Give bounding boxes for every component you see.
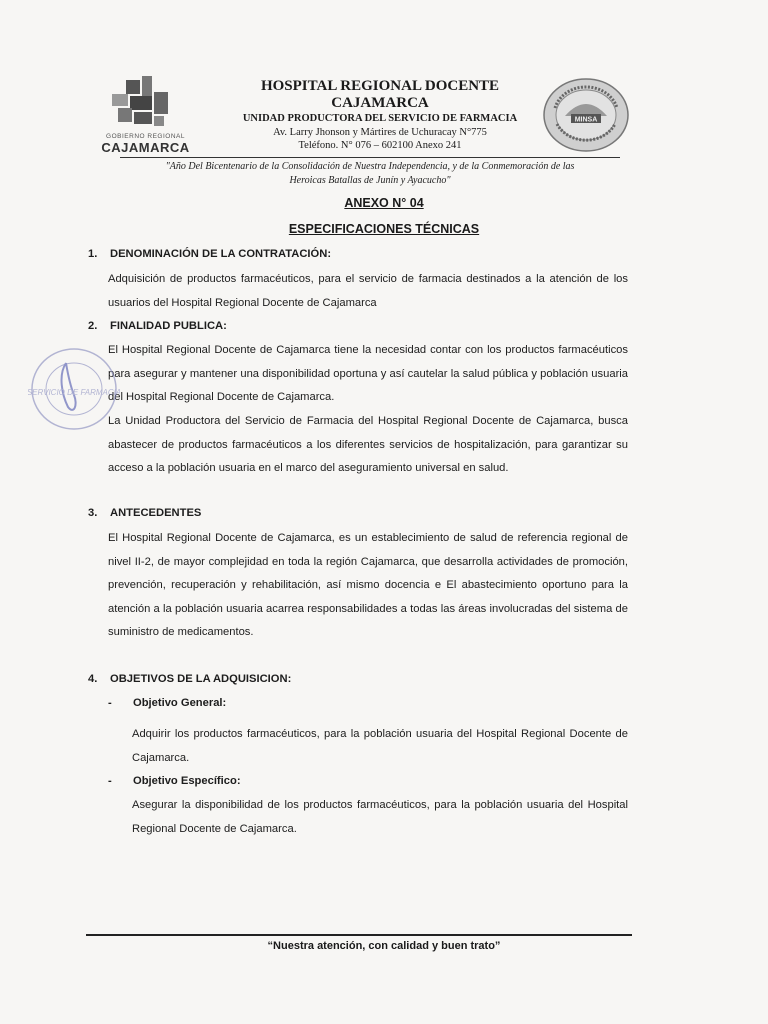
- section-heading: DENOMINACIÓN DE LA CONTRATACIÓN:: [110, 248, 332, 260]
- hospital-name-line1: HOSPITAL REGIONAL DOCENTE: [260, 78, 500, 94]
- section-number: 3.: [88, 507, 98, 519]
- section-number: 2.: [88, 320, 98, 332]
- header-divider: [120, 157, 620, 158]
- section-3-title: [88, 507, 201, 519]
- section-heading: OBJETIVOS DE LA ADQUISICION:: [110, 673, 292, 685]
- objective-label-text: Objetivo Específico:: [133, 775, 241, 787]
- logo-caption-small: GOBIERNO REGIONAL: [106, 133, 185, 140]
- footer-divider: [86, 934, 632, 936]
- objective-specific-label: - Objetivo Específico:: [108, 775, 241, 787]
- address: Av. Larry Jhonson y Mártires de Uchuracay N°775: [273, 127, 487, 138]
- letterhead: [210, 78, 550, 152]
- motto-line1: "Año Del Bicentenario de la Consolidación de Nuestra Independencia, y de la Conmemoración de las: [165, 161, 575, 172]
- objective-label-text: Objetivo General:: [133, 697, 227, 709]
- section-1-title: [88, 248, 331, 260]
- cajamarca-emblem-icon: [106, 76, 176, 132]
- section-heading: ANTECEDENTES: [110, 507, 202, 519]
- section-1-paragraph: Adquisición de productos farmacéuticos, para el servicio de farmacia destinados a la atención de los usuarios del Hospital Regional Docente de Cajamarca: [108, 273, 628, 309]
- objective-general-text: Adquirir los productos farmacéuticos, para la población usuaria del Hospital Regional Docente de Cajamarca.: [132, 728, 628, 764]
- phone: Teléfono. N° 076 – 602100 Anexo 241: [298, 140, 462, 151]
- stamp-text: SERVICIO DE FARMACIA: [28, 388, 120, 397]
- section-number: 1.: [88, 248, 98, 260]
- section-4-title: [88, 673, 291, 685]
- gobierno-regional-logo: [88, 76, 203, 156]
- hospital-name-line2: CAJAMARCA: [331, 95, 429, 111]
- section-2-paragraph-2: La Unidad Productora del Servicio de Farmacia del Hospital Regional Docente de Cajamarca, busca abastecer de productos farmacéuticos a los diferentes servicios de hospitalización, para garantizar su acceso a la población usuaria en el marco del aseguramiento universal en salud.: [108, 415, 628, 474]
- footer-slogan: “Nuestra atención, con calidad y buen trato”: [267, 940, 501, 952]
- pharmacy-stamp: [28, 345, 120, 433]
- annex-heading: ANEXO N° 04: [344, 196, 424, 210]
- section-number: 4.: [88, 673, 98, 685]
- section-2-paragraph-1: El Hospital Regional Docente de Cajamarca tiene la necesidad contar con los productos farmacéuticos para asegurar y mantener una disponibilidad oportuna y así cautelar la salud pública y población usuaria del Hospital Regional Docente de Cajamarca.: [108, 344, 628, 403]
- section-2-title: [88, 320, 227, 332]
- year-motto: [100, 160, 640, 188]
- motto-line2: Heroicas Batallas de Junín y Ayacucho": [289, 175, 451, 186]
- objective-general-label: - Objetivo General:: [108, 697, 227, 709]
- svg-text:MINSA: MINSA: [574, 116, 598, 124]
- section-3-paragraph: El Hospital Regional Docente de Cajamarca, es un establecimiento de salud de referencia regional de nivel II-2, de mayor complejidad en toda la región Cajamarca, que desarrolla actividades de promoción, prevención, recuperación y rehabilitación, así mismo docencia e El abastecimiento oportuno para la atención a la población usuaria acarrea responsabilidades a todas las áreas involucradas del sistema de suministro de medicamentos.: [108, 532, 628, 638]
- document-title: ESPECIFICACIONES TÉCNICAS: [288, 222, 480, 236]
- section-heading: FINALIDAD PUBLICA:: [110, 320, 227, 332]
- logo-caption-big: CAJAMARCA: [101, 140, 190, 155]
- unit-name: UNIDAD PRODUCTORA DEL SERVICIO DE FARMACIA: [242, 113, 518, 124]
- objective-specific-text: Asegurar la disponibilidad de los productos farmacéuticos, para la población usuaria del Hospital Regional Docente de Cajamarca.: [132, 799, 628, 835]
- minsa-seal-icon: [543, 78, 629, 152]
